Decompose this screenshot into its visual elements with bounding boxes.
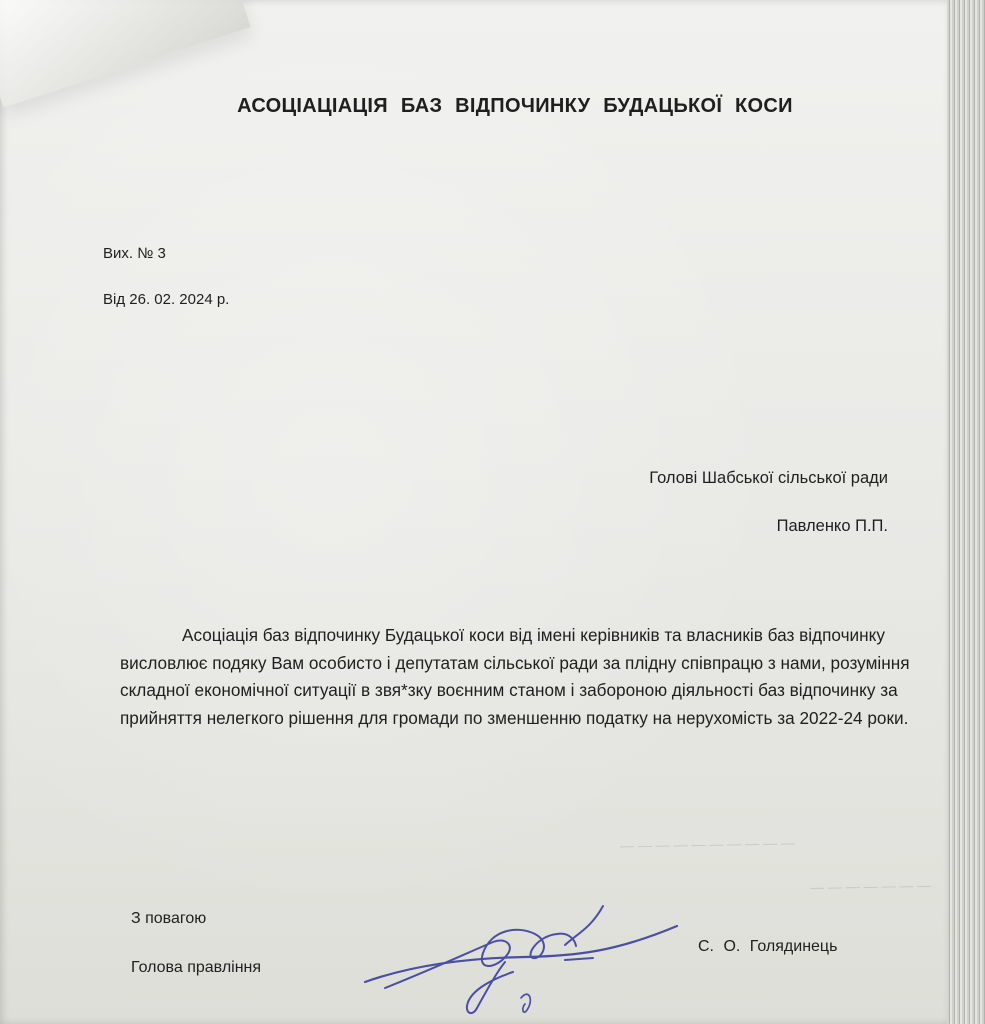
signer-position: Голова правління: [131, 959, 262, 976]
addressee-title: Голові Шабської сільської ради: [649, 469, 888, 487]
signer-name: С. О. Голядинець: [698, 938, 838, 955]
letter-body: Асоціація баз відпочинку Будацької коси від імені керівників та власників баз відпочинку висловлює подяку Вам особисто і депутатам сільської ради за плідну співпрацю з нами, розуміння складної економічної ситуації в звя*зку воєнним станом і забороною діяльності баз відпочинку за прийняття нелегкого рішення для громади по зменшенню податку на нерухомість за 2022-24 роки.: [120, 625, 910, 728]
document-date: Від 26. 02. 2024 р.: [103, 291, 230, 308]
document-title: АСОЦІАЦІАЦІЯ БАЗ ВІДПОЧИНКУ БУДАЦЬКОЇ КОСИ: [237, 95, 793, 117]
stacked-paper-edges: [947, 0, 985, 1024]
closing-greeting: З повагою: [131, 910, 207, 927]
handwritten-signature: [355, 900, 685, 1020]
outgoing-number: Вих. № 3: [103, 245, 166, 262]
faint-bleedthrough-text: — — — — — — —: [809, 876, 932, 896]
faint-bleedthrough-text: — — — — — — — — — —: [619, 834, 796, 854]
addressee-name: Павленко П.П.: [776, 517, 888, 535]
folded-corner: [0, 0, 251, 107]
